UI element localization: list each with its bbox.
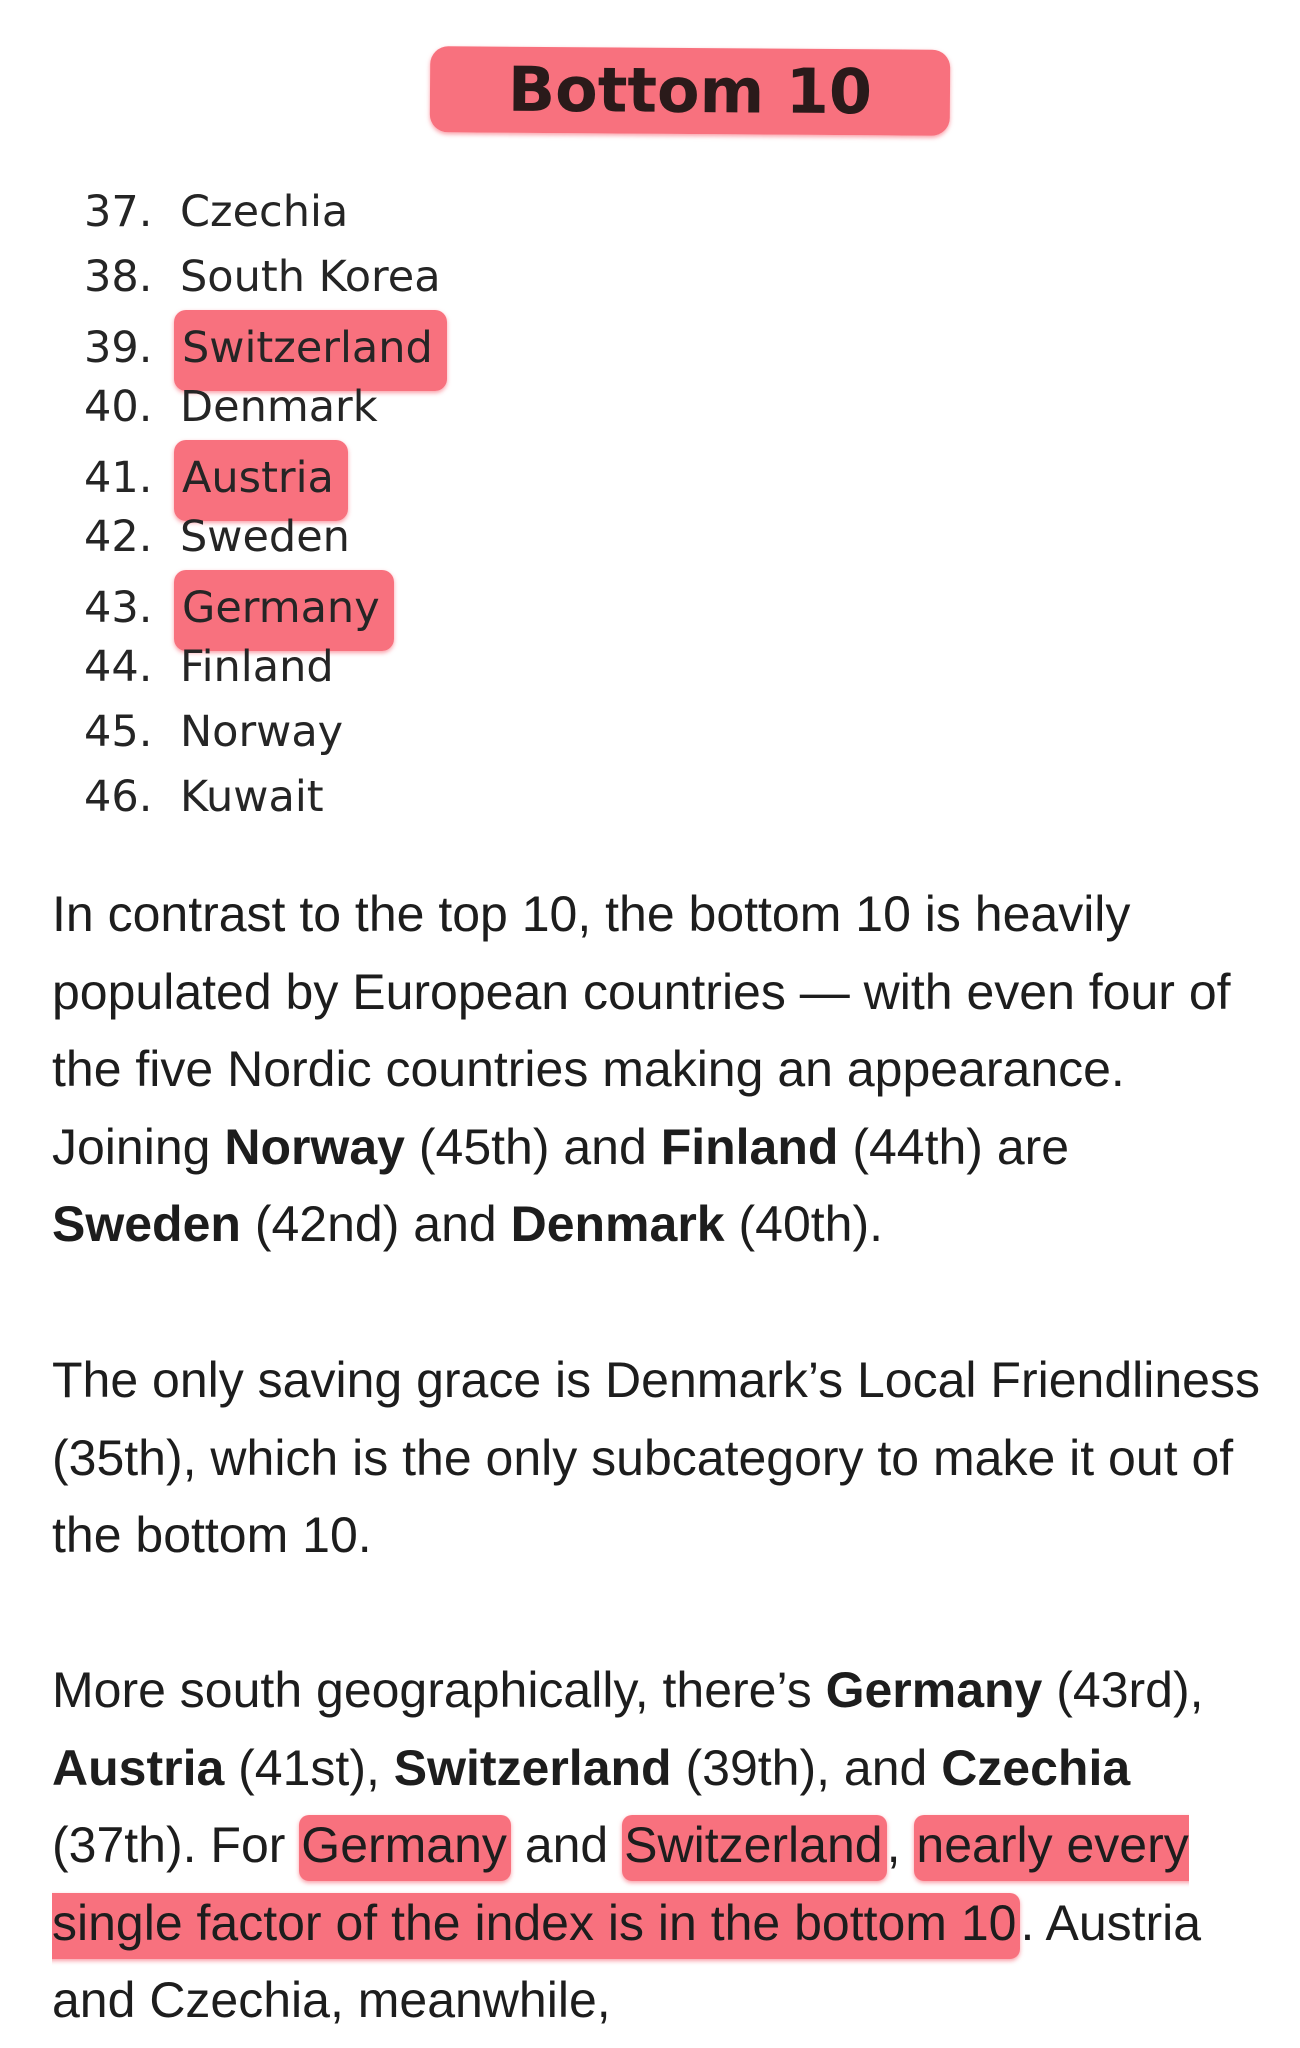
rank-number: 41. (84, 453, 153, 503)
country-name: Germany (174, 570, 394, 651)
rank-number: 38. (84, 252, 153, 302)
list-item (84, 245, 447, 310)
paragraph-text: (44th) are (838, 1118, 1070, 1175)
bold-country: Finland (660, 1118, 839, 1175)
rank-number: 40. (84, 382, 153, 432)
bold-country: Denmark (510, 1196, 725, 1252)
country-name: Austria (174, 440, 348, 521)
paragraph-text: In contrast to the top 10, the bottom 10 is heavily populated by European countries — with even four of the five Nordic countries making an appearance. Joining (52, 886, 1231, 1175)
country-name: South Korea (180, 252, 441, 302)
rank-number: 43. (84, 583, 153, 633)
list-item (84, 570, 447, 635)
paragraph-text: , (886, 1817, 915, 1873)
paragraph-text: (41st), (224, 1739, 394, 1796)
rank-number: 37. (84, 187, 153, 237)
paragraph-text: (40th). (724, 1196, 883, 1252)
paragraph-text: (42nd) and (240, 1196, 511, 1252)
paragraph-text: . Austria and Czechia, meanwhile, (52, 1894, 1202, 2028)
list-item (84, 310, 447, 375)
rank-number: 46. (84, 772, 153, 822)
list-item (84, 505, 447, 570)
bold-country: Sweden (52, 1196, 241, 1252)
paragraph-nordic (52, 876, 1262, 1264)
paragraph-text: (37th). For (52, 1817, 300, 1873)
country-name: Switzerland (174, 310, 447, 391)
bold-country: Austria (52, 1739, 225, 1796)
list-item (84, 440, 447, 505)
paragraph-denmark (52, 1342, 1262, 1575)
section-title: Bottom 10 (430, 46, 951, 136)
list-item (84, 700, 447, 765)
paragraph-text: (43rd), (1042, 1662, 1204, 1718)
paragraph-text: The only saving grace is Denmark’s Local Friendliness (35th), which is the only subcategory to make it out of the bottom 10. (52, 1352, 1260, 1563)
paragraph-text: More south geographically, there’s (52, 1662, 826, 1718)
paragraph-central-europe (52, 1652, 1262, 2040)
rank-number: 42. (84, 512, 153, 562)
country-name: Kuwait (180, 772, 324, 822)
highlighted-text: Germany (299, 1815, 511, 1881)
ranking-list (84, 180, 447, 830)
bold-country: Germany (825, 1662, 1043, 1718)
paragraph-text: (45th) and (404, 1118, 661, 1175)
country-name: Finland (180, 642, 334, 692)
bold-country: Norway (224, 1118, 405, 1175)
rank-number: 44. (84, 642, 153, 692)
country-name: Sweden (180, 512, 350, 562)
paragraph-text: and (510, 1817, 623, 1873)
rank-number: 39. (84, 323, 153, 373)
list-item (84, 180, 447, 245)
highlighted-text: Switzerland (622, 1815, 886, 1881)
list-item (84, 765, 447, 830)
highlighted-text: nearly every single factor of the index is in the bottom 10 (52, 1815, 1189, 1959)
paragraph-text: (39th), and (671, 1739, 942, 1796)
rank-number: 45. (84, 707, 153, 757)
country-name: Denmark (180, 382, 378, 432)
country-name: Norway (180, 707, 344, 757)
bold-country: Switzerland (393, 1739, 672, 1796)
country-name: Czechia (180, 187, 349, 237)
bold-country: Czechia (941, 1739, 1131, 1796)
